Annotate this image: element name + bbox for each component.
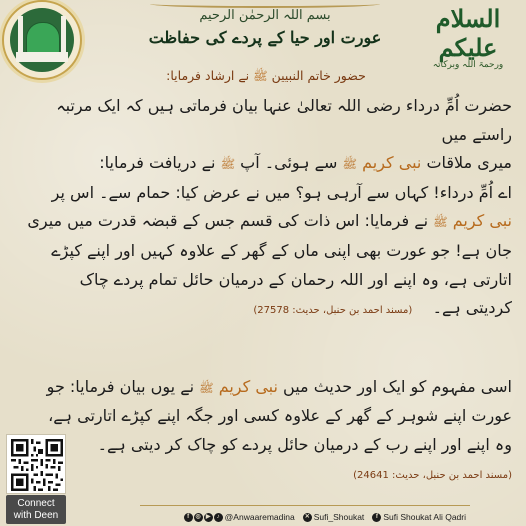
tiktok-icon: ♪ [214, 513, 223, 522]
hadith-two-line-3: وہ اپنے اور اپنے رب کے درمیان حائل پردے کو چاک کر دیتی ہے۔ [97, 434, 512, 454]
salam-greeting [418, 4, 518, 70]
hadith-one-line-5: جان ہے! جو عورت بھی اپنی ماں کے گھر کے علاوہ کہیں اور اپنے کپڑے [51, 240, 512, 260]
logo-green-dome [26, 22, 60, 54]
hadith-one [14, 92, 512, 326]
connect-with-deen-label[interactable] [6, 495, 66, 524]
instagram-icon: ◎ [195, 513, 201, 520]
pbuh-glyph: ﷺ [199, 381, 214, 395]
hadith-two-line-2: عورت اپنے شوہر کے گھر کے علاوہ کسی اور جگہ اپنے کپڑے اتارتی ہے، [48, 406, 512, 426]
logo-base [16, 52, 68, 62]
prophet-name: نبی کریم [452, 211, 512, 231]
footer-handle-anwaaremadina: @Anwaaremadina [224, 512, 295, 522]
intro-line [140, 68, 392, 86]
salam-line-2: علیکم [438, 33, 498, 62]
hadith-two-reference: (مسند احمد بن حنبل، حدیث: 24641) [353, 470, 512, 482]
intro-suffix: نے ارشاد فرمایا: [166, 68, 250, 83]
hadith-one-line-4-b: نے فرمایا: اس ذات کی قسم جس کے قبضہ قدرت میں میری [27, 211, 429, 231]
salam-line-1: السلام [435, 4, 501, 33]
qr-code[interactable] [6, 434, 66, 494]
hadith-one-line-2-c: نے دریافت فرمایا: [99, 153, 216, 173]
hadith-one-line-2-b: سے ہوئی۔ آپ [240, 153, 338, 173]
intro-prefix: حضور خاتم النبیین [271, 68, 366, 83]
hadith-two-line-1 [14, 373, 512, 402]
logo-minaret-right [61, 16, 66, 56]
page-title: عورت اور حیا کے پردے کی حفاظت [148, 28, 382, 47]
pbuh-glyph: ﷺ [253, 69, 268, 83]
qr-code-icon [11, 439, 63, 491]
prophet-name: نبی کریم [362, 153, 422, 173]
hadith-two-line-1-b: نے یوں بیان فرمایا: جو [46, 377, 195, 396]
top-ornament [150, 0, 380, 8]
connect-label-line-2: with Deen [13, 509, 59, 521]
salam-line-3: ورحمۃ اللہ وبرکاتہ [432, 60, 504, 70]
connect-label-line-1: Connect [17, 497, 55, 509]
footer-social-bar [150, 508, 526, 526]
prophet-name: نبی کریم [218, 377, 278, 396]
hadith-one-line-1: حضرت اُمِّ درداء رضی اللہ تعالیٰ عنہا بیان فرماتی ہیں کہ ایک مرتبہ راستے میں [56, 96, 512, 144]
hadith-one-reference: (مسند احمد بن حنبل، حدیث: 27578) [253, 305, 413, 317]
hadith-one-line-4 [14, 207, 512, 237]
hadith-one-line-2 [14, 149, 512, 179]
x-twitter-icon: ✕ [304, 513, 310, 520]
bismillah-heading: بسم اللہ الرحمٰن الرحیم [199, 8, 331, 23]
pbuh-glyph: ﷺ [342, 157, 358, 172]
hadith-one-line-6: اتارتی ہے، وہ اپنے اور اللہ رحمان کے درمیان حائل تمام پردے چاک [79, 269, 512, 289]
social-icons [184, 513, 223, 522]
footer-item-1[interactable] [184, 512, 295, 522]
hadith-two-line-1-a: اسی مفہوم کو ایک اور حدیث میں [283, 377, 512, 396]
youtube-icon: ▶ [204, 513, 213, 522]
hadith-one-line-3: اے اُمِّ درداء! کہاں سے آرہی ہو؟ میں نے عرض کیا: حمام سے۔ اس پر [51, 182, 512, 202]
hadith-two [14, 373, 512, 491]
hadith-one-line-7 [14, 294, 512, 326]
hadith-one-line-2-a: میری ملاقات [426, 153, 512, 173]
footer-divider [140, 505, 470, 506]
hadith-two-line-4 [14, 459, 512, 490]
logo-minaret-left [18, 16, 23, 56]
pbuh-glyph: ﷺ [220, 157, 236, 172]
facebook-icon: f [372, 513, 381, 522]
footer-handle-sufi-shoukat: Sufi_Shoukat [313, 512, 365, 522]
pbuh-glyph: ﷺ [433, 215, 448, 230]
footer-item-3[interactable] [372, 512, 466, 522]
madina-logo [2, 0, 82, 80]
hadith-one-line-7-text: کردیتی ہے۔ [432, 298, 512, 318]
facebook-icon: f [184, 513, 193, 522]
footer-item-2[interactable] [303, 512, 365, 522]
footer-handle-full-name: Sufi Shoukat Ali Qadri [383, 512, 466, 522]
